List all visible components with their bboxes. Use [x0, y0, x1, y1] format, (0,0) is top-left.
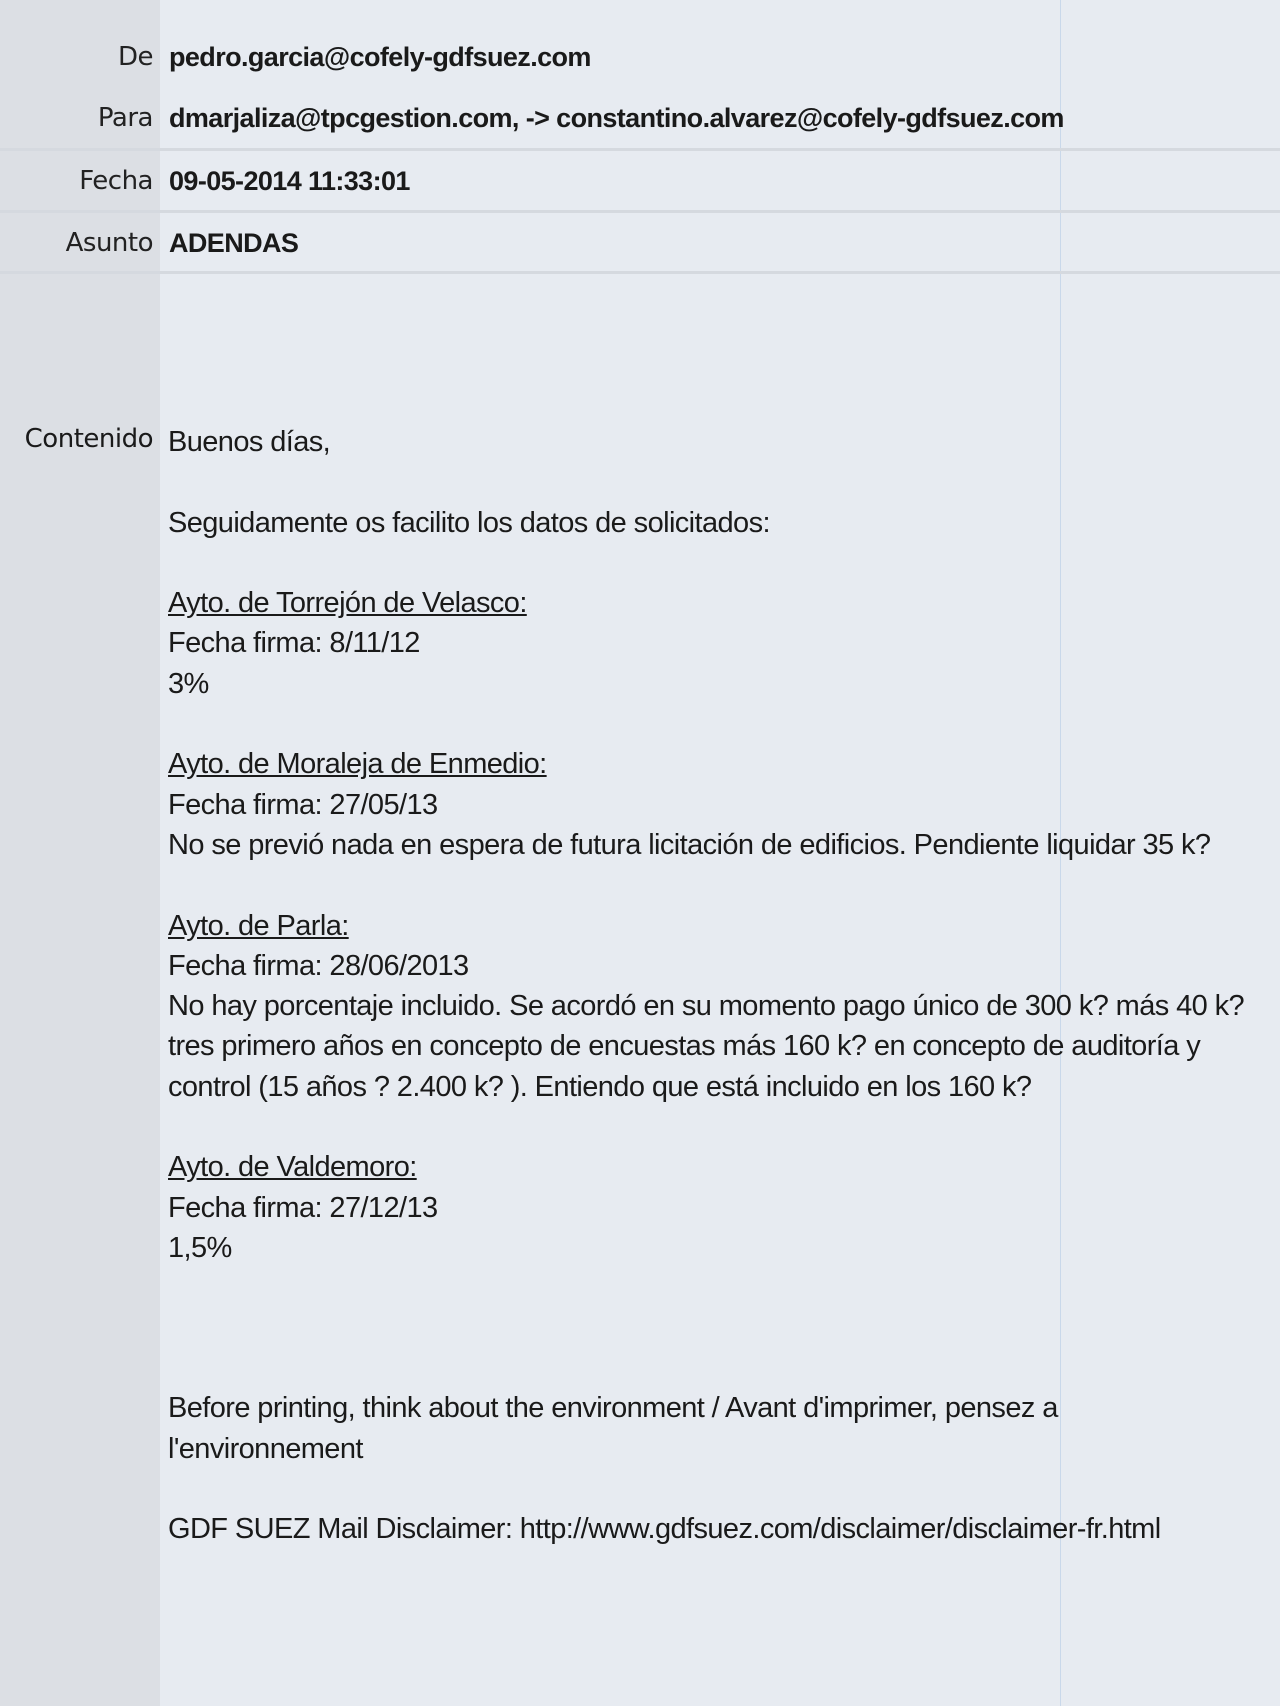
section-valdemoro	[168, 1147, 1268, 1268]
content-label: Contenido	[24, 424, 153, 454]
section-text: No se previó nada en espera de futura licitación de edificios. Pendiente liquidar 35 k?	[168, 828, 1211, 861]
section-date: Fecha firma: 28/06/2013	[168, 949, 469, 982]
environment-notice: Before printing, think about the environment / Avant d'imprimer, pensez a l'environnement	[168, 1392, 1058, 1465]
divider	[0, 210, 1280, 213]
header-to-row	[0, 93, 1280, 151]
date-value: 09-05-2014 11:33:01	[169, 166, 410, 196]
section-text: 3%	[168, 667, 209, 700]
header-date-row	[0, 155, 1280, 213]
header-subject-row	[0, 216, 1280, 274]
to-value: dmarjaliza@tpcgestion.com, -> constantino.alvarez@cofely-gdfsuez.com	[169, 103, 1064, 133]
section-date: Fecha firma: 27/05/13	[168, 788, 438, 821]
section-moraleja	[168, 744, 1268, 865]
subject-value: ADENDAS	[169, 228, 299, 258]
section-title: Ayto. de Moraleja de Enmedio:	[168, 748, 547, 781]
section-torrejon	[168, 583, 1268, 704]
subject-label: Asunto	[65, 228, 153, 258]
date-label: Fecha	[79, 166, 153, 196]
intro: Seguidamente os facilito los datos de solicitados:	[168, 506, 770, 539]
section-title: Ayto. de Torrejón de Velasco:	[168, 587, 527, 620]
greeting: Buenos días,	[168, 426, 331, 458]
header-from-row	[0, 32, 1280, 90]
section-parla	[168, 906, 1268, 1107]
section-title: Ayto. de Parla:	[168, 909, 349, 942]
divider	[0, 148, 1280, 151]
divider	[0, 271, 1280, 274]
to-label: Para	[97, 103, 153, 133]
mail-disclaimer: GDF SUEZ Mail Disclaimer: http://www.gdfsuez.com/disclaimer/disclaimer-fr.html	[168, 1513, 1161, 1546]
from-value: pedro.garcia@cofely-gdfsuez.com	[169, 42, 591, 72]
section-date: Fecha firma: 27/12/13	[168, 1191, 438, 1224]
section-text: 1,5%	[168, 1231, 232, 1264]
section-text: No hay porcentaje incluido. Se acordó en su momento pago único de 300 k? más 40 k? tres primero años en concepto de encuestas más 160 k? en concepto de auditoría y control (15 años ? 2.400 k? ). Entiendo que está incluido en los 160 k?	[168, 990, 1245, 1103]
section-title: Ayto. de Valdemoro:	[168, 1151, 417, 1184]
email-body	[168, 422, 1268, 1590]
from-label: De	[117, 42, 153, 72]
section-date: Fecha firma: 8/11/12	[168, 627, 420, 660]
